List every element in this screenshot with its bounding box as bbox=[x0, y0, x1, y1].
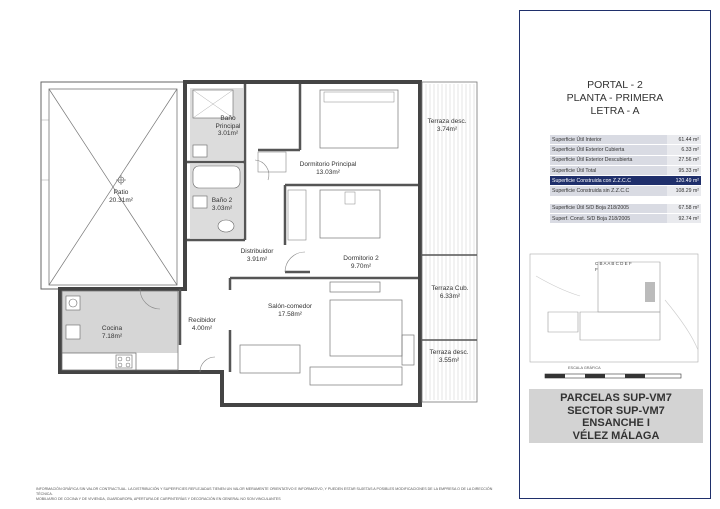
room-area: 17.58m² bbox=[278, 311, 302, 318]
room-name: Terraza Cub. bbox=[431, 285, 469, 292]
room-name: Baño 2 bbox=[211, 197, 233, 204]
room-area: 3.01m² bbox=[217, 130, 239, 137]
room-area: 3.74m² bbox=[436, 126, 458, 133]
room-name: Recibidor bbox=[188, 317, 216, 324]
room-name: Terraza desc. bbox=[429, 349, 469, 356]
patio-area bbox=[41, 82, 185, 289]
room-area: 20.31m² bbox=[109, 197, 133, 204]
site-letter: E bbox=[624, 261, 628, 266]
room-name: Cocina bbox=[101, 325, 123, 332]
portal-label: PORTAL - 2 bbox=[587, 79, 643, 91]
site-plan-letters bbox=[595, 261, 635, 273]
table-row-highlight: Superficie Construida con Z.Z.C.C 120.49 m² bbox=[550, 176, 701, 186]
room-label-terraza-cub bbox=[431, 285, 468, 301]
project-line: ENSANCHE I bbox=[582, 417, 650, 429]
room-label-salon-comedor bbox=[268, 303, 312, 319]
letra-label: LETRA - A bbox=[590, 105, 640, 117]
disclaimer bbox=[36, 487, 506, 502]
room-area: 4.00m² bbox=[191, 325, 213, 332]
site-letter: D bbox=[620, 261, 624, 266]
room-name: Terraza desc. bbox=[427, 118, 467, 125]
planta-label: PLANTA - PRIMERA bbox=[566, 92, 664, 104]
room-area: 7.18m² bbox=[101, 333, 123, 340]
room-label-dormitorio-principal bbox=[300, 161, 357, 177]
site-letter: B bbox=[611, 261, 615, 266]
room-name: Dormitorio 2 bbox=[343, 255, 379, 262]
site-letter: C bbox=[615, 261, 619, 266]
disclaimer-line: INFORMACIÓN GRÁFICA SIN VALOR CONTRACTUAL. LA DISTRIBUCIÓN Y SUPERFICIES REFLEJADAS TIENEN UN VALOR MERAMENTE ORIENTATIVO E INFORMATIVO, Y PUEDEN ESTAR SUJETAS A POSIBLES MODIFICACIONES DE LA EMPRESA O DE LA DIRECCIÓN TÉCNICA. bbox=[36, 487, 493, 496]
site-letter: F bbox=[595, 267, 598, 272]
unit-header bbox=[520, 79, 710, 118]
room-area: 13.03m² bbox=[316, 169, 340, 176]
room-area: 3.55m² bbox=[438, 357, 460, 364]
project-line: SECTOR SUP-VM7 bbox=[567, 404, 665, 417]
room-area: 9.70m² bbox=[350, 263, 372, 270]
room-name: Patio bbox=[113, 189, 129, 196]
areas-table bbox=[550, 135, 701, 224]
bed-principal bbox=[320, 90, 398, 148]
room-area: 6.33m² bbox=[439, 293, 461, 300]
title-panel bbox=[519, 10, 711, 499]
room-label-bano-2 bbox=[212, 197, 233, 213]
table-row: Superf. Const. S/D Boja 218/2005 92.74 m² bbox=[550, 214, 701, 224]
room-name: Dormitorio Principal bbox=[299, 161, 357, 168]
room-label-distribuidor bbox=[241, 248, 274, 264]
room-name: Distribuidor bbox=[240, 248, 274, 255]
table-row: Superficie Útil Exterior Descubierta 27.56 m² bbox=[550, 155, 701, 165]
site-letter: A bbox=[603, 261, 607, 266]
scale-label: ESCALA GRÁFICA bbox=[568, 366, 601, 370]
table-row: Superficie Útil S/D Boja 218/2005 67.58 m² bbox=[550, 203, 701, 213]
site-letter: B bbox=[599, 261, 603, 266]
living-furniture bbox=[240, 282, 414, 385]
room-name: Baño Principal bbox=[215, 115, 241, 130]
site-letter: F bbox=[628, 261, 632, 266]
room-label-dormitorio-2 bbox=[343, 255, 378, 271]
project-line: PARCELAS SUP-VM7 bbox=[560, 392, 672, 404]
room-area: 3.91m² bbox=[246, 256, 268, 263]
room-name: Salón-comedor bbox=[267, 303, 313, 310]
site-letter: C bbox=[595, 261, 599, 266]
room-area: 3.03m² bbox=[211, 205, 233, 212]
project-line: VÉLEZ MÁLAGA bbox=[572, 429, 660, 442]
table-row: Superficie Útil Exterior Cubierta 6.33 m² bbox=[550, 145, 701, 155]
table-row: Superficie Construida sin Z.Z.C.C 108.29 m² bbox=[550, 186, 701, 196]
room-label-bano-principal bbox=[212, 115, 244, 138]
room-label-patio bbox=[109, 189, 133, 205]
project-name-box bbox=[529, 389, 703, 443]
site-letter: A bbox=[607, 261, 611, 266]
room-label-terraza-desc-2 bbox=[429, 349, 468, 365]
disclaimer-line: MOBILIARIO DE COCINA Y DE VIVIENDA, GUARDAROPA, APERTURA DE CARPINTERÍAS Y DECORACIÓN EN GENERAL NO SON VINCULANTES bbox=[36, 497, 281, 501]
table-row: Superficie Útil Total 95.33 m² bbox=[550, 165, 701, 175]
room-label-cocina bbox=[102, 325, 122, 341]
room-label-recibidor bbox=[188, 317, 215, 333]
table-row: Superficie Útil Interior 61.44 m² bbox=[550, 135, 701, 145]
bed-2 bbox=[320, 190, 380, 238]
room-label-terraza-desc-1 bbox=[427, 118, 466, 134]
